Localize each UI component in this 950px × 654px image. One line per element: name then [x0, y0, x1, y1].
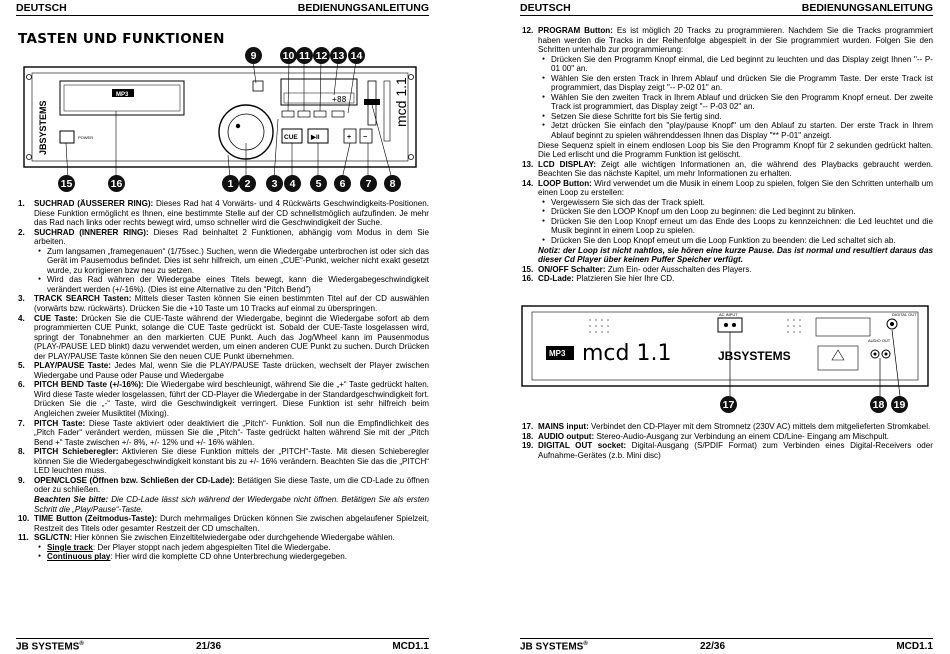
item-number: 14.: [522, 178, 534, 188]
page-number: 21/36: [196, 641, 222, 652]
svg-text:−: −: [363, 134, 368, 141]
note-label: Beachten Sie bitte:: [34, 494, 109, 504]
item-text: Platzieren Sie hier Ihre CD.: [573, 274, 675, 284]
item-text: Betätigen Sie diese Taste, um die CD-Lade zu öffnen oder zu schließen.: [34, 475, 430, 495]
sub-item-text: : Der Player stoppt nach jedem abgespielten Titel die Wiedergabe.: [92, 542, 331, 552]
mp3-logo: MP3: [116, 92, 129, 98]
item-text: Digital-Ausgang (S/PDIF Format) zum Verbinden eines Digital-Receivers oder Aufnahme-Gerätes (z.b. Mini disc): [538, 441, 934, 460]
item-text: Diese Taste aktiviert oder deaktiviert die „Pitch“- Funktion. Soll nun die Empfindlichkeit des „Pitch Fader“ verändert werden, müssen Sie die „Pitch“- Taste gedrückt halten während Sie mit der „Pitch Bend +“ Taste zwischen +/- 8%, +/- 12% und +/- 16% wählen.: [34, 418, 429, 447]
front-panel-diagram: [16, 47, 429, 195]
section-title: TASTEN UND FUNKTIONEN: [18, 31, 225, 47]
callout-6: 6: [334, 175, 351, 192]
item-number: 4.: [18, 313, 25, 323]
list-item: [16, 380, 429, 418]
item-number: 18.: [522, 431, 534, 441]
callout-4: 4: [284, 175, 301, 192]
callout-19: 19: [891, 396, 908, 413]
item-number: 3.: [18, 294, 25, 304]
rear-model-label: mcd 1.1: [582, 341, 672, 366]
cue-label: CUE: [284, 134, 298, 141]
list-item: [520, 26, 933, 160]
item-title: ON/OFF Schalter:: [538, 264, 606, 274]
item-title: PITCH Taste:: [34, 418, 86, 428]
function-list-right: [520, 26, 933, 284]
item-text: Hier können Sie zwischen Einzeltitelwiedergabe oder durchgehende Wiedergabe wählen.: [72, 533, 395, 543]
sub-item-label: Continuous play: [47, 552, 111, 562]
item-text: Mittels dieser Tasten können Sie einen bestimmten Titel auf der CD auswählen (vorwärts bzw. rückwärts). Drücken Sie die +10 Taste um 10 Tracks auf einmal zu überspringen.: [34, 294, 429, 314]
item-title: PLAY/PAUSE Taste:: [34, 361, 111, 371]
sub-list: [34, 247, 429, 295]
item-number: 17.: [522, 422, 534, 431]
left-page: [16, 0, 429, 654]
list-item: [16, 533, 429, 562]
sub-list: [538, 198, 933, 246]
list-item: [520, 179, 933, 265]
list-item: [16, 228, 429, 295]
item-text: Es ist möglich 20 Tracks zu programmieren. Nachdem Sie die Tracks programmiert haben werden die Tracks in der Reihenfolge abgespielt in der Sie programmiert wurden. Folgen Sie den Schritten unterhalb zur programmierung:: [538, 26, 933, 55]
item-text: Durch mehrmaliges Drücken können Sie zwischen abgelaufener Spielzeit, Restzeit des Titels oder gesamter Restzeit der CD umschalten.: [34, 514, 429, 533]
page-footer: [520, 638, 933, 654]
callout-17: 17: [720, 396, 737, 413]
callout-2: 2: [239, 175, 256, 192]
item-after-text: Diese Sequenz spielt in einem endlosen Loop bis Sie den Programm Knopf für 2 sekunden gedrückt halten. Die Led erlischt und die Programm Funktion ist gelöscht.: [538, 140, 933, 160]
item-title: PITCH BEND Taste (+/-16%):: [34, 380, 144, 390]
audio-out-label: AUDIO OUT: [868, 338, 891, 343]
item-number: 6.: [18, 380, 25, 390]
item-text: Aktivieren Sie diese Funktion mittels der „PITCH“-Taste. Mit diesen Schieberegler können Sie die Wiedergabegeschwindigkeit konstant bis zu +/- 16% verändern. Beachten Sie das die „PITCH“ LED leuchten muss.: [34, 447, 429, 476]
item-text: Die Wiedergabe wird beschleunigt, während Sie die „+“ Taste gedrückt halten. Wird diese Taste wieder losgelassen, führt der CD-Player die Wiedergabe in der Standardgeschwindigkeit fort. Drücken Sie die „-“ Taste, wird die Geschwindigkeit verringert. Diese Funktion ist sehr hilfreich beim Angleichen zweier Musiktitel (Mixing).: [34, 380, 429, 419]
sub-item-text: : Hier wird die komplette CD ohne Unterbrechung wiedergegeben.: [110, 552, 348, 562]
svg-text:+88: +88: [332, 95, 347, 104]
right-body-top: [520, 26, 933, 284]
footer-brand-text: JB SYSTEMS: [16, 641, 80, 653]
list-item: [520, 265, 933, 275]
item-title: TIME Button (Zeitmodus-Taste):: [34, 514, 158, 524]
note: Notiz: der Loop ist nicht nahtlos, sie hören eine kurze Pause. Das ist normal und resultiert daraus das dieser Cd Player über keinen Puffer Speicher verfügt.: [538, 245, 933, 265]
sub-item: ● Wählen Sie den ersten Track in Ihrem Ablauf und drücken Sie die Programm Taste. Der erste Track ist programmiert, das Display zeigt "-- P-02 01" an.: [538, 74, 933, 93]
list-item: [520, 274, 933, 284]
callout-3: 3: [266, 175, 283, 192]
page-footer: [16, 638, 429, 654]
list-item: [16, 294, 429, 313]
header-doc-title: BEDIENUNGSANLEITUNG: [297, 2, 429, 14]
sub-item-label: Single track: [47, 542, 93, 552]
callout-12: 12: [313, 47, 330, 64]
sub-item: ● Vergewissern Sie sich das der Track spielt.: [538, 198, 933, 208]
callout-15: 15: [58, 175, 75, 192]
sub-item: ● Wählen Sie den zweiten Track in Ihrem Ablauf und drücken Sie den Programm Knopf erneut. Der zweite Track ist programmiert, das Display zeigt "-- P-03 02" an.: [538, 93, 933, 112]
header-doc-title: BEDIENUNGSANLEITUNG: [801, 2, 933, 14]
list-item: [16, 314, 429, 362]
item-text: Stereo-Audio-Ausgang zur Verbindung an einem CD/Line- Eingang am Mischpult.: [594, 431, 889, 441]
item-title: PITCH Schieberegler:: [34, 447, 119, 457]
registered-mark: ®: [79, 641, 84, 647]
footer-model: MCD1.1: [392, 641, 429, 652]
callout-7: 7: [360, 175, 377, 192]
digital-out-label: DIGITAL OUT: [892, 312, 917, 317]
callout-11: 11: [296, 47, 313, 64]
callout-16: 16: [108, 175, 125, 192]
footer-brand: [520, 641, 588, 652]
item-title: LOOP Button:: [538, 178, 592, 188]
list-item: [520, 441, 933, 460]
item-number: 9.: [18, 475, 25, 485]
page-number: 22/36: [700, 641, 726, 652]
sub-item: ● Setzen Sie diese Schritte fort bis Sie fertig sind.: [538, 112, 933, 122]
page-header: [520, 0, 933, 16]
item-number: 15.: [522, 264, 534, 274]
svg-text:+: +: [347, 134, 352, 141]
sub-item: ● Jetzt drücken Sie einfach den "play/pause Knopf" um den Ablauf zu starten. Der erste Track in Ihrem Ablauf beginnt zu spielen währenddessen Ihnen das Display "** P-01" anzeigt.: [538, 121, 933, 140]
callout-18: 18: [870, 396, 887, 413]
callout-5: 5: [310, 175, 327, 192]
callout-1: 1: [222, 175, 239, 192]
callout-14: 14: [348, 47, 365, 64]
sub-item: ● Drücken Sie den Loop Knopf erneut um die Loop Funktion zu beenden: die Led schaltet sich ab.: [538, 236, 933, 246]
item-title: SGL/CTN:: [34, 533, 73, 543]
header-language: DEUTSCH: [520, 2, 571, 14]
header-language: DEUTSCH: [16, 2, 67, 14]
footer-brand: [16, 641, 84, 652]
list-item: [16, 419, 429, 448]
sub-list: [538, 55, 933, 141]
rear-panel-diagram: [520, 302, 933, 418]
item-text: Dieses Rad hat 4 Vorwärts- und 4 Rückwärts Geschwindigkeits-Positionen. Diese Funktion ermöglicht es Ihnen, eine bestimmte Stelle auf der CD schnellstmöglich aufzufinden. Je mehr das Rad nach links oder rechts bewegt wird, umso schneller wird die Geschwindigkeit der Suche.: [34, 199, 430, 228]
footer-brand-text: JB SYSTEMS: [520, 641, 584, 653]
item-number: 8.: [18, 447, 25, 457]
item-text: Jedes Mal, wenn Sie die PLAY/PAUSE Taste drücken, wechselt der Player zwischen Wiedergabe und Pause oder Pause und Wiedergabe: [34, 361, 429, 380]
item-title: AUDIO output:: [538, 431, 595, 441]
list-item: [16, 514, 429, 533]
right-page: [520, 0, 933, 654]
model-label: mcd 1.1: [393, 77, 409, 127]
sub-item: ● Wird das Rad währen der Wiedergabe eines Titels bewegt, kann die Wiedergabegeschwindigkeit verändert werden (+/-16%). (Dies ist eine Alternative zu den “Pitch Bend”): [34, 275, 429, 294]
sub-list: [34, 543, 429, 562]
item-number: 16.: [522, 274, 534, 284]
item-title: MAINS input:: [538, 422, 589, 431]
item-title: DIGITAL OUT socket:: [538, 441, 627, 451]
item-text: Dieses Rad beinhaltet 2 Funktionen, abhängig vom Modus in dem Sie arbeiten.: [34, 227, 429, 247]
item-title: TRACK SEARCH Tasten:: [34, 294, 132, 304]
rear-mp3-logo: MP3: [549, 349, 566, 358]
power-label: POWER: [78, 135, 94, 140]
list-item: [16, 199, 429, 228]
item-text: Wird verwendet um die Musik in einem Loop zu spielen, folgen Sie den Schritten unterhalb um einen Loop zu erstellen:: [538, 178, 933, 198]
item-title: SUCHRAD (INNERER RING):: [34, 227, 149, 237]
item-title: SUCHRAD (ÄUSSERER RING):: [34, 199, 154, 208]
list-item: [520, 422, 933, 432]
item-title: CUE Taste:: [34, 313, 78, 323]
left-body: [16, 199, 429, 562]
item-text: Drücken Sie die CUE-Taste während der Wiedergabe, beginnt die Wiedergabe sofort ab dem programmierten CUE Punkt, solange die CUE Taste gedrückt ist. Sobald der CUE-Taste losgelassen wird, springt der Tonabnehmer an den markierten CUE Punkt. Auch das Jog/Wheel kann im Pausenmodus (PLAY-/PAUSE LED blinkt) dazu verwendet werden, um einen anderen CUE Punkt zu suchen. Durch Drücken der PLAY/PAUSE Taste können Sie den neuen CUE Punkt übernehmen.: [34, 313, 429, 361]
sub-item: ● Drücken Sie den Programm Knopf einmal, die Led beginnt zu leuchten und das Display zeigt Ihnen "-- P-01 00" an.: [538, 55, 933, 74]
item-title: CD-Lade:: [538, 274, 574, 284]
sub-item: ● Drücken Sie den LOOP Knopf um den Loop zu beginnen: die Led beginnt zu blinken.: [538, 207, 933, 217]
footer-model: MCD1.1: [896, 641, 933, 652]
callout-9: 9: [245, 47, 262, 64]
item-number: 1.: [18, 199, 25, 208]
play-label: ▶II: [311, 134, 320, 141]
item-number: 10.: [18, 514, 30, 524]
item-number: 12.: [522, 26, 534, 35]
function-list-left: [16, 199, 429, 562]
item-title: LCD DISPLAY:: [538, 159, 597, 169]
list-item: [16, 476, 429, 514]
callout-10: 10: [280, 47, 297, 64]
sub-item: [34, 552, 429, 562]
front-panel-svg: [16, 47, 429, 195]
item-title: PROGRAM Button:: [538, 26, 613, 35]
item-text: Zeigt alle wichtigen Informationen an, die während des Playbacks gebraucht werden. Beachten Sie das nächste Kapitel, um mehr Informationen zu erhalten.: [538, 159, 933, 179]
rear-brand-label: JBSYSTEMS: [718, 349, 791, 363]
item-number: 11.: [18, 533, 29, 543]
page-header: [16, 0, 429, 16]
list-item: [16, 447, 429, 476]
registered-mark: ®: [583, 641, 588, 647]
item-title: OPEN/CLOSE (Öffnen bzw. Schließen der CD-Lade):: [34, 475, 235, 485]
item-number: 19.: [522, 441, 534, 451]
list-item: [520, 432, 933, 442]
note-text: Die CD-Lade lässt sich während der Wiedergabe nicht öffnen. Betätigen Sie als ersten Schritt die „Play/Pause“-Taste.: [34, 494, 429, 514]
right-body-bottom: [520, 422, 933, 460]
sub-item: ● Zum langsamen „framegenauen“ (1/75sec.) Suchen, wenn die Wiedergabe unterbrochen ist oder sich das Gerät im Pausemodus befindet. Dies ist sehr hilfreich, um einen „CUE“-Punkt, welcher nicht exakt gesetzt wurde, zu korrigieren bzw neu zu setzen.: [34, 247, 429, 276]
item-number: 2.: [18, 227, 25, 237]
note: [34, 495, 429, 514]
item-number: 7.: [18, 418, 25, 428]
item-number: 5.: [18, 361, 25, 371]
item-number: 13.: [522, 159, 534, 169]
sub-item: ● Drücken Sie den Loop Knopf erneut um das Ende des Loops zu kennzeichnen: die Led leuchtet und die Musik beginnt in einem Loop zu spielen.: [538, 217, 933, 236]
sub-item: [34, 543, 429, 553]
list-item: [520, 160, 933, 179]
callout-8: 8: [384, 175, 401, 192]
ac-input-label: AC INPUT: [719, 312, 738, 317]
brand-label: JBSYSTEMS: [38, 100, 48, 155]
item-text: Zum Ein- oder Ausschalten des Players.: [605, 264, 752, 274]
callout-13: 13: [330, 47, 347, 64]
list-item: [16, 361, 429, 380]
connector-list: [520, 422, 933, 460]
item-text: Verbindet den CD-Player mit dem Stromnetz (230V AC) mittels dem mitgelieferten Stromkabel.: [588, 422, 931, 431]
